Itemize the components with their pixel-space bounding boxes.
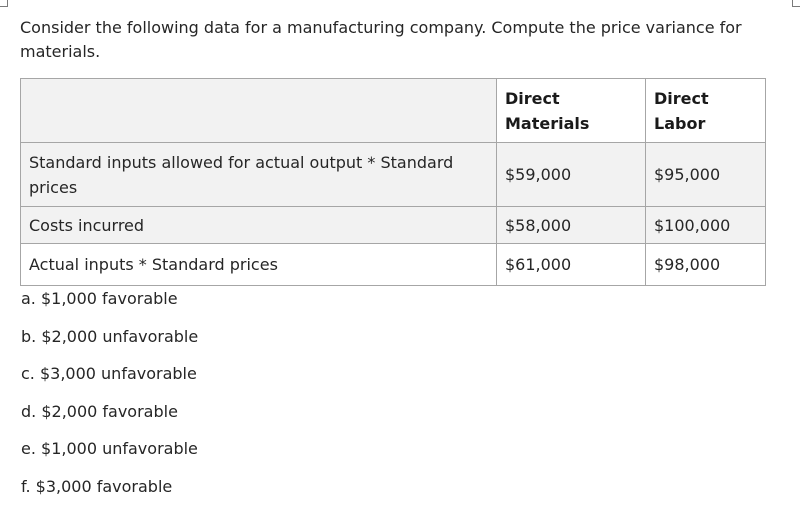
labor-value: $95,000: [646, 143, 766, 207]
header-direct-materials: Direct Materials: [497, 79, 646, 143]
option-f[interactable]: f. $3,000 favorable: [21, 476, 173, 496]
table-row: [21, 207, 766, 244]
header-direct-labor: Direct Labor: [646, 79, 766, 143]
answer-options: [21, 287, 198, 513]
data-table: [20, 78, 766, 286]
materials-value: $61,000: [497, 244, 646, 286]
row-label: Actual inputs * Standard prices: [21, 244, 497, 286]
right-corner-mark: [792, 0, 800, 7]
row-label: Standard inputs allowed for actual output * Standard prices: [21, 143, 497, 207]
materials-value: $59,000: [497, 143, 646, 207]
labor-value: $100,000: [646, 207, 766, 244]
row-label: Costs incurred: [21, 207, 497, 244]
option-b[interactable]: b. $2,000 unfavorable: [21, 326, 199, 346]
left-corner-mark: [0, 0, 8, 7]
table-row: [21, 244, 766, 286]
question-text: Consider the following data for a manufacturing company. Compute the price variance for materials.: [20, 18, 742, 61]
option-a[interactable]: a. $1,000 favorable: [21, 289, 178, 308]
option-c[interactable]: c. $3,000 unfavorable: [21, 364, 197, 384]
labor-value: $98,000: [646, 244, 766, 286]
option-d[interactable]: d. $2,000 favorable: [21, 401, 178, 421]
table-row: [21, 143, 766, 207]
materials-value: $58,000: [497, 207, 646, 244]
option-e[interactable]: e. $1,000 unfavorable: [21, 439, 198, 459]
header-blank-cell: [21, 79, 497, 143]
table-header-row: [21, 79, 766, 143]
